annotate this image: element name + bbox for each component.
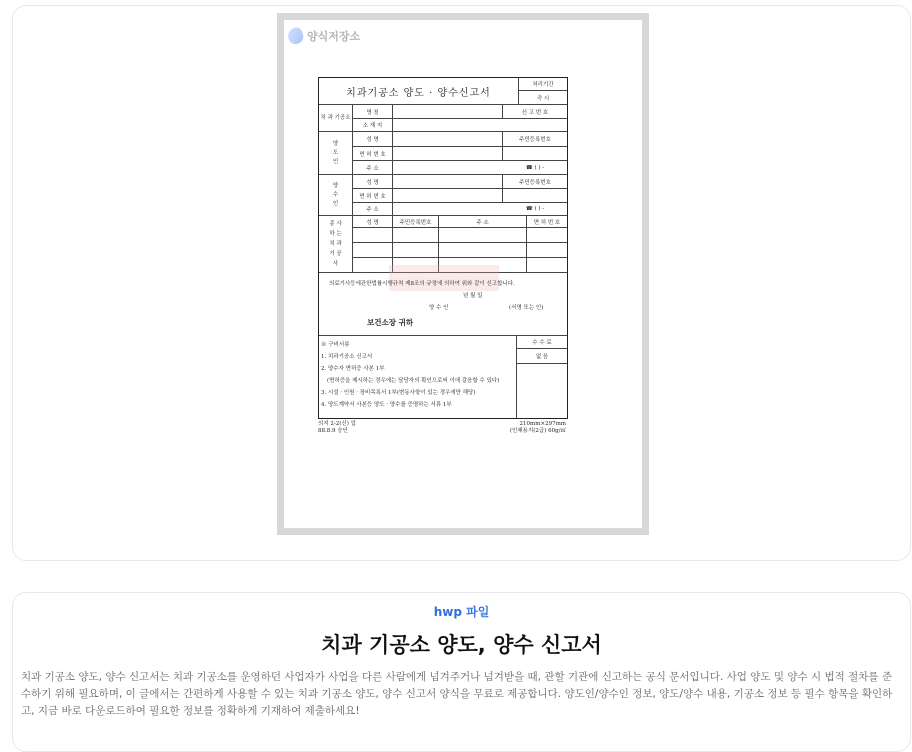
processing-period-value: 즉 시 [536, 95, 550, 102]
lab-name-label: 명 칭 [353, 105, 393, 118]
technician-name-header: 성 명 [353, 216, 393, 227]
declaration-date: 년 월 일 [463, 293, 483, 299]
lab-report-number-label: 신 고 번 호 [521, 109, 549, 116]
transferee-address-label: 주 소 [353, 203, 393, 215]
paper-spec: (인쇄용지(2급) 60g/㎡ [509, 428, 566, 434]
transferor-id-label: 주민등록번호 [519, 137, 551, 143]
paper-size: 210mm×297mm [519, 421, 566, 427]
declaration-signer: 양 수 인 [429, 305, 449, 311]
document-description: 치과 기공소 양도, 양수 신고서는 치과 기공소를 운영하던 사업자가 사업을 다른 사람에게 넘겨주거나 넘겨받을 때, 관할 기관에 신고하는 공식 문서입니다. 사업 양도 및 양수 시 법적 절차를 준수하기 위해 필요하며, 이 글에서는 간편하게 사용할 수 있는 치과 기공소 양도, 양수 신고서 양식을 무료로 제공합니다. 양도인/양수인 정보, 양도/양수 내용, 기공소 정보 등 필수 항목을 확인하고, 지금 바로 다운로드하여 필요한 정보를 정확하게 기재하여 제출하세요! [21, 671, 893, 717]
technician-license-header: 면 허 번 호 [533, 219, 561, 226]
transferee-phone: ☎ ( ) - [525, 206, 545, 212]
attachment-item-1: 1. 치과기공소 신고서 [321, 354, 373, 360]
document-title: 치과 기공소 양도, 양수 신고서 [321, 633, 602, 657]
technicians-section-label: 종 사 하 는 치 과 기 공 사 [319, 216, 353, 272]
transferor-section-label: 양 도 인 [319, 132, 353, 174]
form-title: 치과기공소 양도 · 양수신고서 [319, 78, 519, 104]
attachment-item-3: 3. 시설 · 인원 · 장비목록서 1부(변동사항이 있는 경우에만 해당) [321, 390, 476, 396]
declaration-statement: 의료기사등에관한법률시행규칙 제8조의 규정에 의하여 위와 같이 신고합니다. [329, 281, 515, 287]
lab-location-label: 소 재 지 [353, 119, 393, 131]
transferor-phone: ☎ ( ) - [525, 164, 545, 171]
attachments-heading: ※ 구비서류 [321, 342, 350, 348]
attachment-item-2: 2. 양수자 면허증 사본 1부 [321, 366, 385, 372]
attachment-item-2-note: (면허증을 제시하는 경우에는 담당자의 확인으로써 이에 갈음할 수 있다) [327, 378, 500, 384]
watermark-logo [288, 28, 360, 44]
watermark-text: 양식저장소 [307, 30, 361, 43]
stamp-mark [389, 265, 499, 291]
processing-period-label: 처리기간 [519, 78, 567, 91]
form-approval: 88.8.9 승인 [318, 428, 348, 434]
report-form [318, 77, 568, 419]
fee-label: 수 수 료 [517, 336, 567, 349]
file-type-label: hwp 파일 [433, 605, 490, 619]
declaration-recipient: 보건소장 귀하 [367, 318, 414, 327]
technician-id-header: 주민등록번호 [393, 216, 439, 227]
fee-value: 없 음 [517, 349, 567, 364]
document-preview-card [12, 5, 911, 561]
logo-icon [286, 26, 305, 46]
transferor-address-label: 주 소 [353, 161, 393, 174]
transferee-name-label: 성 명 [353, 175, 393, 188]
document-page [284, 20, 642, 528]
transferee-id-label: 주민등록번호 [519, 179, 551, 186]
transferor-name-label: 성 명 [353, 132, 393, 146]
declaration-sign-note: (서명 또는 인) [509, 305, 544, 311]
document-preview-frame[interactable] [277, 13, 649, 535]
lab-section-label: 치 과 기공소 [319, 105, 353, 131]
declaration-block [319, 273, 567, 336]
transferor-license-label: 면 허 번 호 [353, 147, 393, 160]
form-footer-left [318, 421, 356, 435]
transferee-license-label: 면 허 번 호 [353, 189, 393, 202]
attachment-item-4: 4. 양도계약서 사본등 양도 · 양수를 증명하는 서류 1부 [321, 402, 452, 408]
transferee-section-label: 양 수 인 [319, 175, 353, 215]
document-info-card [12, 592, 911, 752]
form-code: 의지 2-2(신) 업 [318, 421, 356, 427]
form-footer-right [506, 421, 566, 435]
technician-address-header: 주 소 [439, 216, 527, 227]
